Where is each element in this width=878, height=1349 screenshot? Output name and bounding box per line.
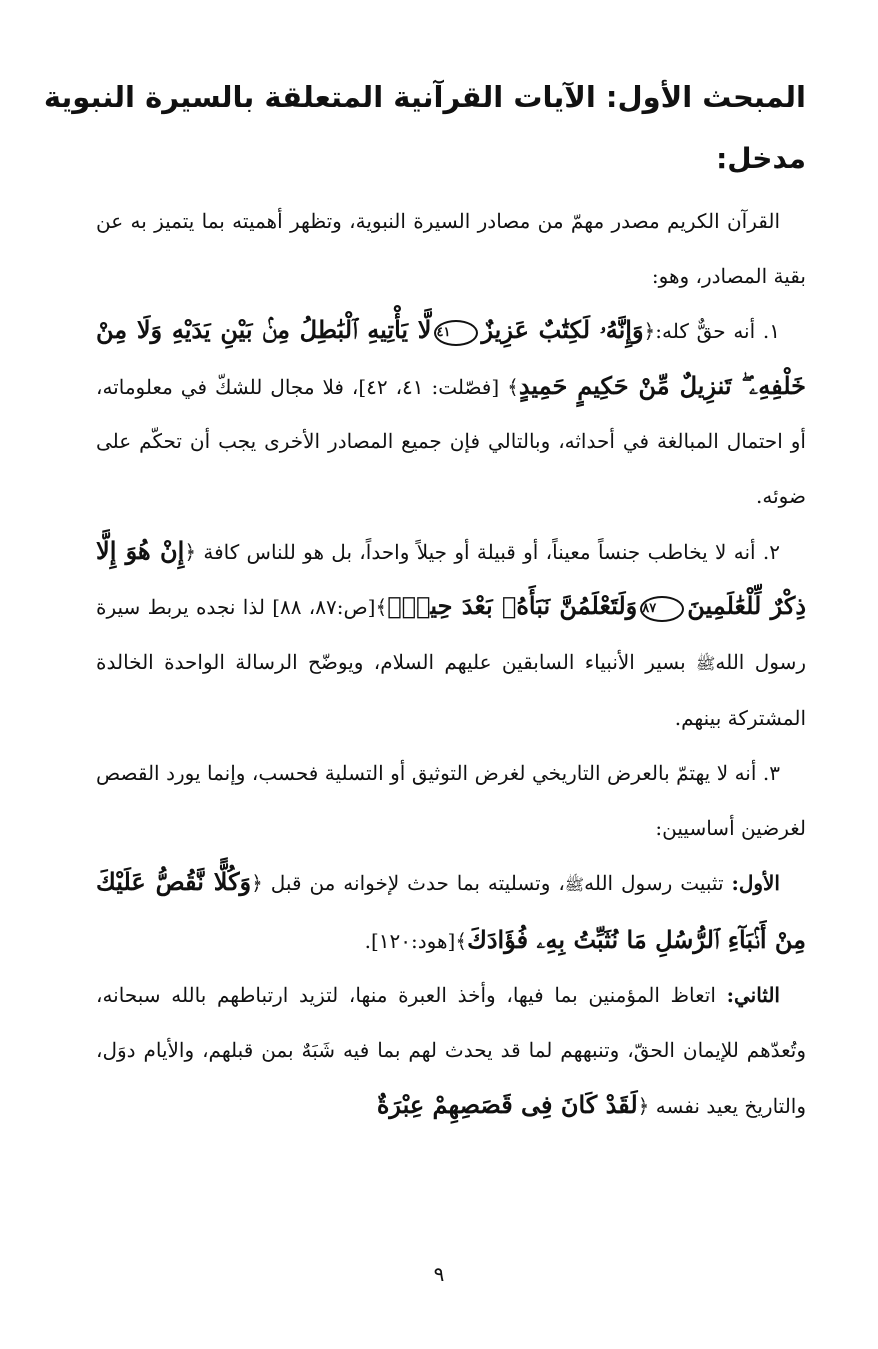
point-1-paragraph [96,303,806,523]
verse-reference: [فصّلت: ٤١، ٤٢] [358,374,500,399]
salutation-glyph: ﷺ [696,653,716,673]
ayah-number-marker: ٨٧ [640,596,684,622]
verse-open-ornament: ﴿ [637,1093,650,1118]
verse-reference: [هود:١٢٠] [370,928,456,953]
verse-reference: [ص:٨٧، ٨٨] [272,595,376,620]
point-2-lead: ٢. أنه لا يخاطب جنساً معيناً، أو قبيلة أو جيلاً واحداً، بل هو للناس كافة [203,539,780,564]
verse-open-ornament: ﴿ [643,319,656,344]
ayah-number-marker: ٤١ [434,320,478,346]
second-purpose-lead: الثاني: [726,983,780,1008]
quran-verse: إِنْ هُوَ إِلَّا ذِكْرٌ لِّلْعَٰلَمِينَ [96,535,807,621]
verse-close-ornament: ﴾ [455,928,468,953]
point-2-paragraph [96,524,806,746]
verse-close-ornament: ﴾ [375,595,388,620]
sentence-end: . [364,928,371,953]
quran-verse: وَكُلًّا نَّقُصُّ عَلَيْكَ مِنْ أَنۢبَآءِ ٱلرُّسُلِ مَا نُثَبِّتُ بِهِۦ فُؤَادَكَ [96,867,806,954]
page-number: ٩ [433,1262,445,1286]
section-title: المبحث الأول: الآيات القرآنية المتعلقة بالسيرة النبوية [43,80,806,114]
first-purpose-text: تثبيت رسول الله [584,871,732,896]
second-purpose-paragraph [96,968,806,1133]
second-purpose-text: اتعاظ المؤمنين بما فيها، وأخذ العبرة منها، لتزيد ارتباطهم بالله سبحانه، وتُعدّهم للإيمان الحقّ، وتنبههم لما قد يحدث لهم بما فيه شَبَهٌ بمن قبلهم، والأيام دوَل، والتاريخ يعيد نفسه [96,983,807,1118]
section-subtitle: مدخل: [716,142,806,175]
quran-verse: وَلَتَعْلَمُنَّ نَبَأَهُۥ بَعْدَ حِينٍۭ [387,591,638,621]
quran-verse: وَإِنَّهُۥ لَكِتَٰبٌ عَزِيزٌ [481,315,644,345]
first-purpose-paragraph [96,855,806,968]
page-content [43,66,807,1133]
quran-verse: لَّا يَأْتِيهِ ٱلْبَٰطِلُ مِنۢ بَيْنِ يَدَيْهِ وَلَا مِنْ خَلْفِهِۦ ۖ تَنزِيلٌ مِّنْ حَكِيمٍ حَمِيدٍ [96,315,807,400]
salutation-glyph: ﷺ [564,875,585,895]
point-2-text: لذا نجده يربط سيرة رسول الله [96,595,806,674]
verse-open-ornament: ﴿ [251,871,263,896]
intro-paragraph: القرآن الكريم مصدر مهمّ من مصادر السيرة النبوية، وتظهر أهميته بما يتميز به عن بقية المصادر، وهو: [96,209,806,288]
verse-close-ornament: ﴾ [507,374,519,399]
first-purpose-text: ، وتسليته بما حدث لإخوانه من قبل [262,871,565,896]
point-3-paragraph: ٣. أنه لا يهتمّ بالعرض التاريخي لغرض التوثيق أو التسلية فحسب، وإنما يورد القصص لغرضين أساسيين: [96,760,806,840]
point-1-text: ، فلا مجال للشكّ في معلوماته، أو احتمال المبالغة في أحداثه، وبالتالي فإن جميع المصادر الأخرى يجب أن تحكّم على ضوئه. [96,374,806,508]
first-purpose-lead: الأول: [731,871,780,896]
point-2-text: بسير الأنبياء السابقين عليهم السلام، ويوضّح الرسالة الواحدة الخالدة المشتركة بينهم. [96,649,806,731]
point-1-lead: ١. أنه حقٌّ كله: [655,319,780,344]
verse-open-ornament: ﴿ [184,539,197,564]
quran-verse: لَقَدْ كَانَ فِى قَصَصِهِمْ عِبْرَةٌ [376,1089,638,1119]
